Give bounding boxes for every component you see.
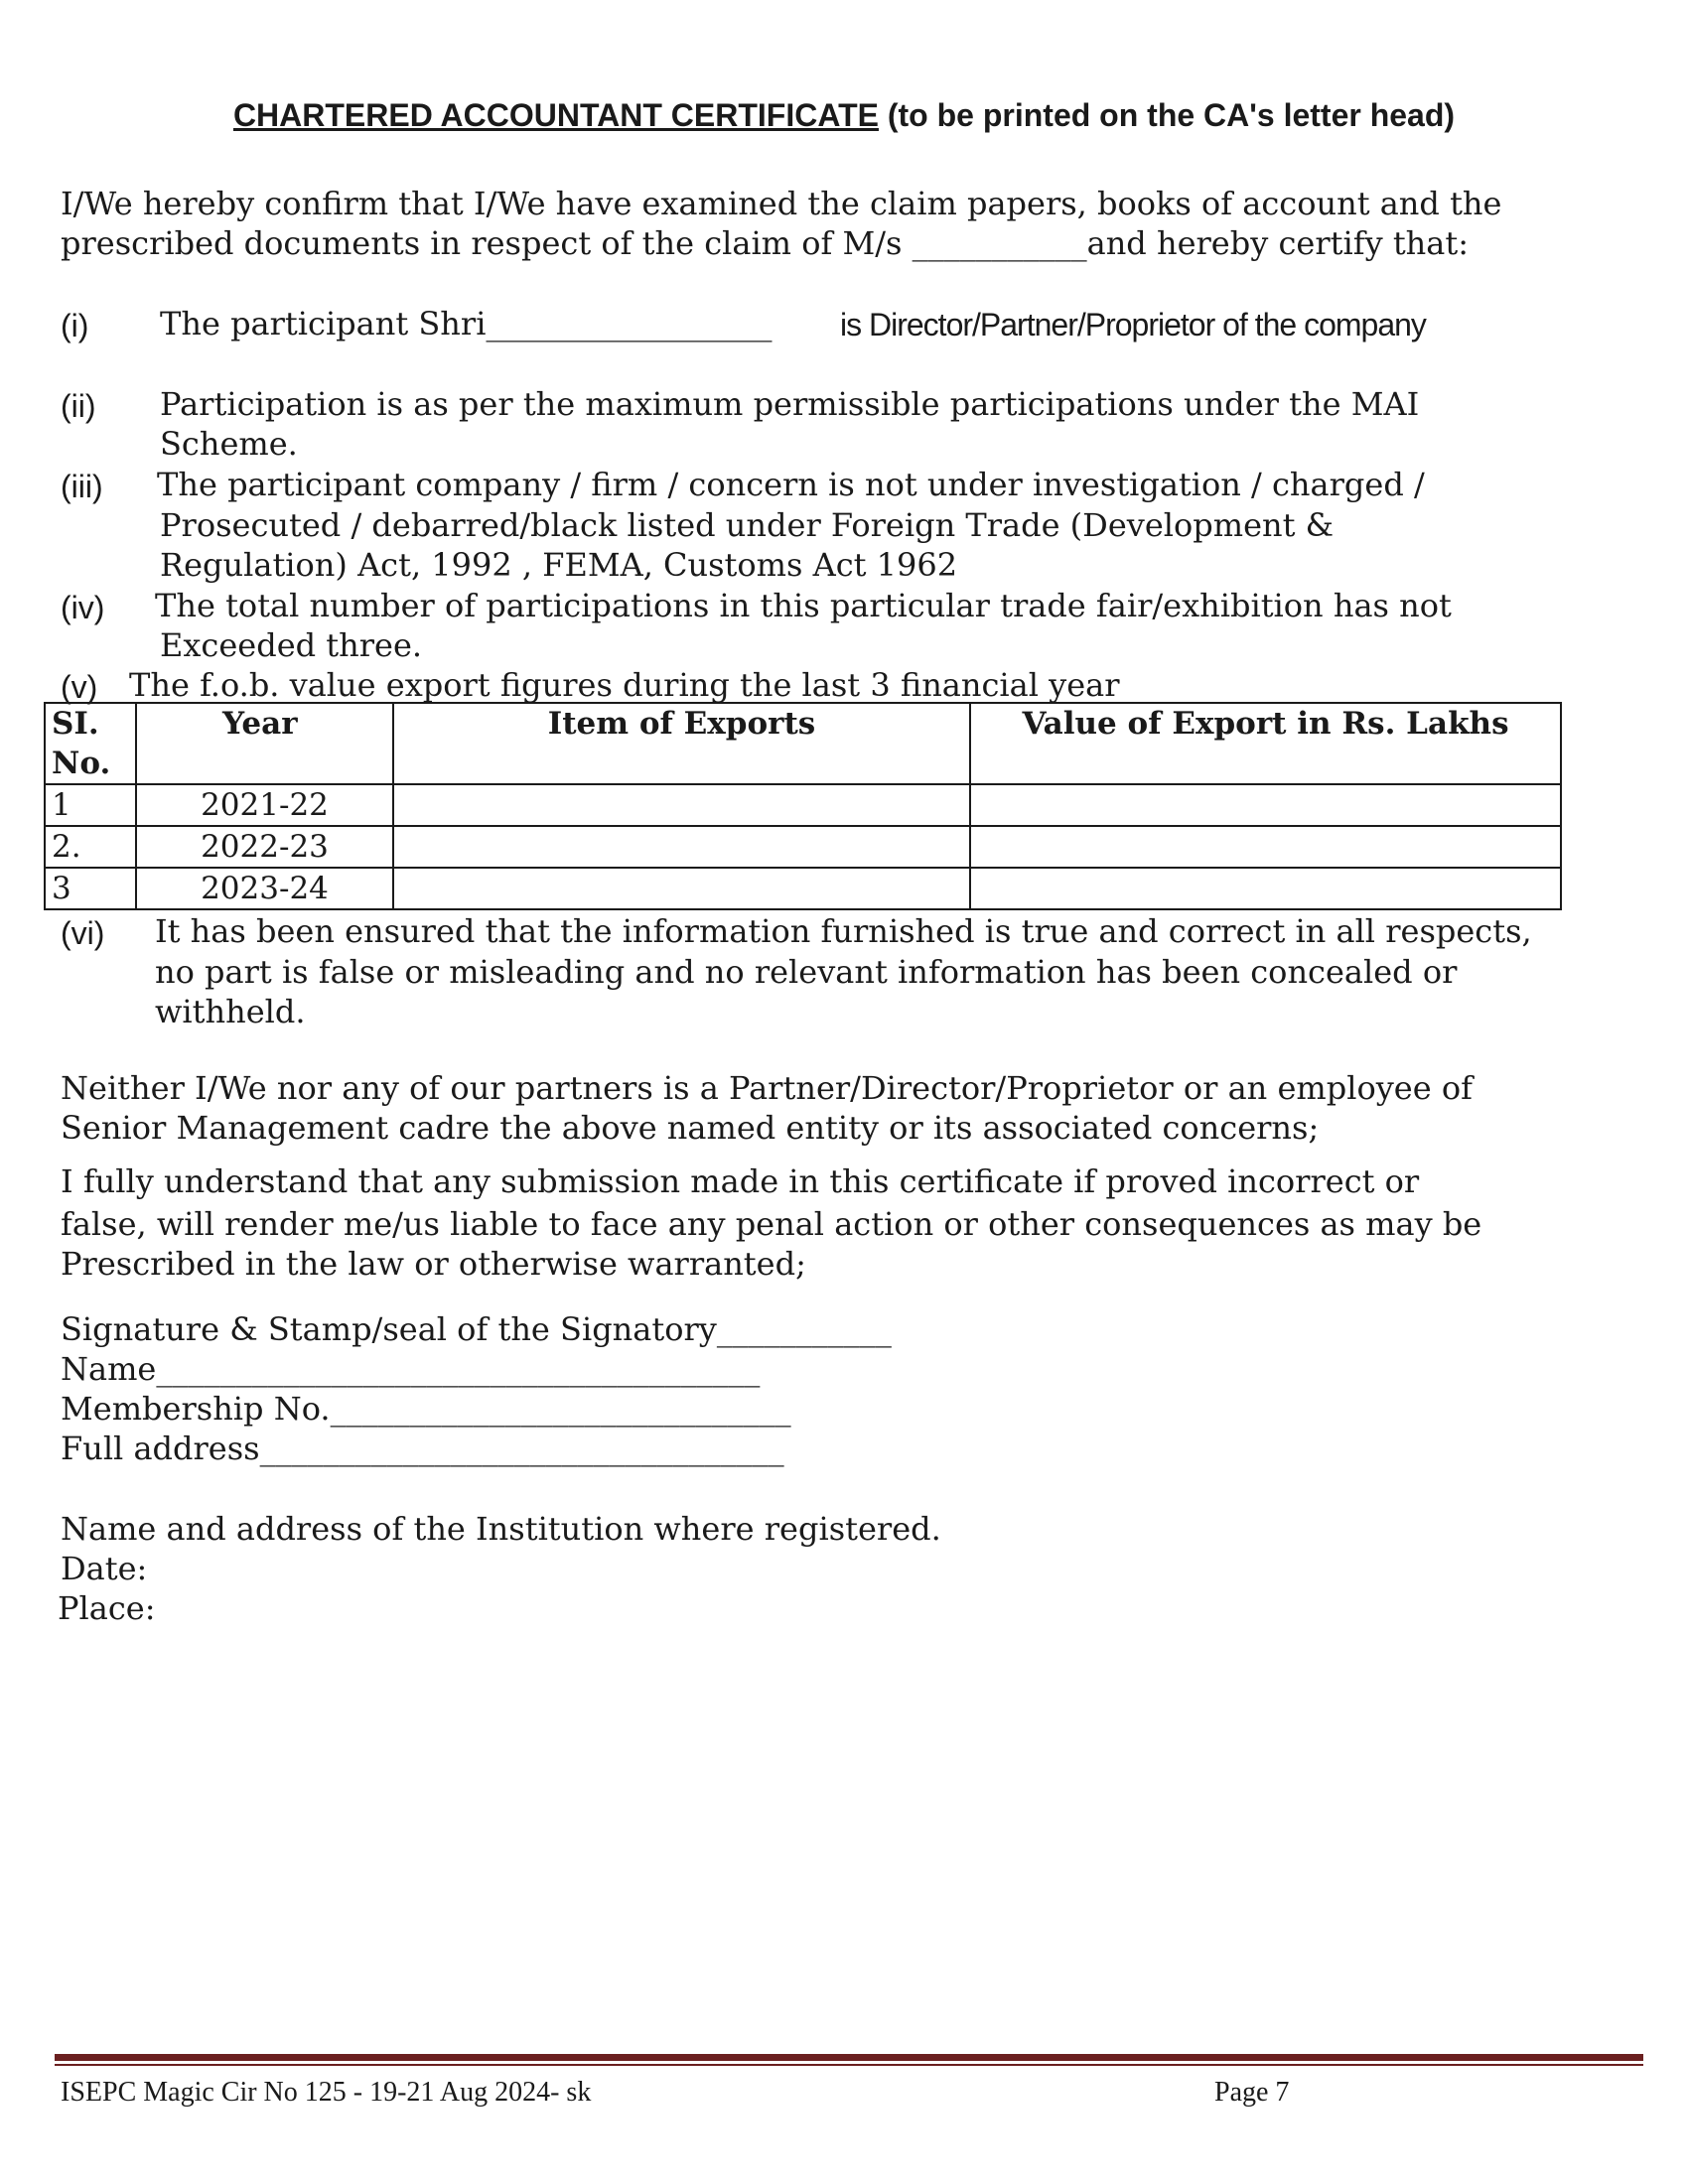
cell-year: 2022-23 — [136, 826, 393, 868]
title-note: (to be printed on the CA's letter head) — [878, 97, 1456, 133]
footer-circular-ref: ISEPC Magic Cir No 125 - 19-21 Aug 2024- sk — [61, 2077, 592, 2108]
header-item-of-exports: Item of Exports — [393, 703, 970, 784]
item-ii-line-2: Scheme. — [160, 425, 298, 463]
item-mark-iv: (iv) — [61, 590, 105, 625]
cell-sl: 2. — [45, 826, 136, 868]
table-row — [45, 826, 1561, 868]
header-sl-line-2: No. — [52, 746, 111, 781]
signature-field[interactable]: Signature & Stamp/seal of the Signatory___________ — [61, 1310, 892, 1348]
footer-page-number: Page 7 — [1214, 2077, 1290, 2108]
item-mark-i: (i) — [61, 308, 89, 343]
export-figures-table — [44, 702, 1562, 910]
footer-rule-thin — [55, 2064, 1643, 2066]
cell-year: 2023-24 — [136, 868, 393, 909]
cell-item[interactable] — [393, 784, 970, 826]
footer-rule-thick — [55, 2054, 1643, 2061]
full-address-field[interactable]: Full address_________________________________ — [61, 1430, 784, 1467]
place-label: Place: — [58, 1589, 156, 1627]
certificate-title: CHARTERED ACCOUNTANT CERTIFICATE — [232, 97, 879, 133]
cell-sl: 1 — [45, 784, 136, 826]
date-label: Date: — [61, 1550, 148, 1587]
header-value-of-export: Value of Export in Rs. Lakhs — [970, 703, 1561, 784]
item-vi-line-1: It has been ensured that the information furnished is true and correct in all respects, — [155, 912, 1532, 950]
cell-sl: 3 — [45, 868, 136, 909]
item-iii-line-1: The participant company / firm / concern is not under investigation / charged / — [157, 466, 1425, 503]
header-sl-line-1: SI. — [52, 706, 99, 742]
table-row — [45, 784, 1561, 826]
declaration-2-line-2: false, will render me/us liable to face any penal action or other consequences as may be — [61, 1205, 1482, 1243]
item-vi-line-2: no part is false or misleading and no relevant information has been concealed or — [155, 953, 1458, 991]
item-iii-line-2: Prosecuted / debarred/black listed under Foreign Trade (Development & — [160, 506, 1335, 544]
item-iv-line-2: Exceeded three. — [160, 626, 423, 664]
intro-line-2: prescribed documents in respect of the claim of M/s ___________and hereby certify that: — [61, 224, 1469, 262]
table-row — [45, 868, 1561, 909]
header-year: Year — [136, 703, 393, 784]
declaration-1-line-1: Neither I/We nor any of our partners is a Partner/Director/Proprietor or an employee of — [61, 1069, 1473, 1107]
intro-line-1: I/We hereby confirm that I/We have examined the claim papers, books of account and the — [61, 185, 1502, 222]
item-v-text: The f.o.b. value export figures during the last 3 financial year — [129, 666, 1120, 704]
item-mark-ii: (ii) — [61, 388, 96, 424]
item-vi-line-3: withheld. — [155, 993, 306, 1030]
cell-year: 2021-22 — [136, 784, 393, 826]
item-ii-line-1: Participation is as per the maximum permissible participations under the MAI — [160, 385, 1420, 423]
item-mark-vi: (vi) — [61, 915, 105, 951]
header-sl — [45, 703, 136, 784]
declaration-2-line-1: I fully understand that any submission made in this certificate if proved incorrect or — [61, 1162, 1420, 1200]
membership-number-field[interactable]: Membership No._____________________________ — [61, 1390, 791, 1428]
table-header-row — [45, 703, 1561, 784]
cell-value[interactable] — [970, 826, 1561, 868]
declaration-1-line-2: Senior Management cadre the above named entity or its associated concerns; — [61, 1109, 1320, 1147]
item-iii-line-3: Regulation) Act, 1992 , FEMA, Customs Act 1962 — [160, 546, 958, 584]
item-iv-line-1: The total number of participations in this particular trade fair/exhibition has not — [155, 587, 1452, 624]
item-mark-iii: (iii) — [61, 469, 103, 504]
institution-label: Name and address of the Institution where registered. — [61, 1510, 941, 1548]
cell-value[interactable] — [970, 784, 1561, 826]
item-i-text: The participant Shri__________________ — [160, 305, 773, 342]
cell-item[interactable] — [393, 826, 970, 868]
item-mark-v: (v) — [61, 669, 98, 705]
declaration-2-line-3: Prescribed in the law or otherwise warranted; — [61, 1245, 806, 1283]
name-field[interactable]: Name______________________________________ — [61, 1350, 761, 1388]
cell-item[interactable] — [393, 868, 970, 909]
cell-value[interactable] — [970, 868, 1561, 909]
page-title — [0, 97, 1688, 134]
item-i-role: is Director/Partner/Proprietor of the company — [840, 307, 1426, 342]
